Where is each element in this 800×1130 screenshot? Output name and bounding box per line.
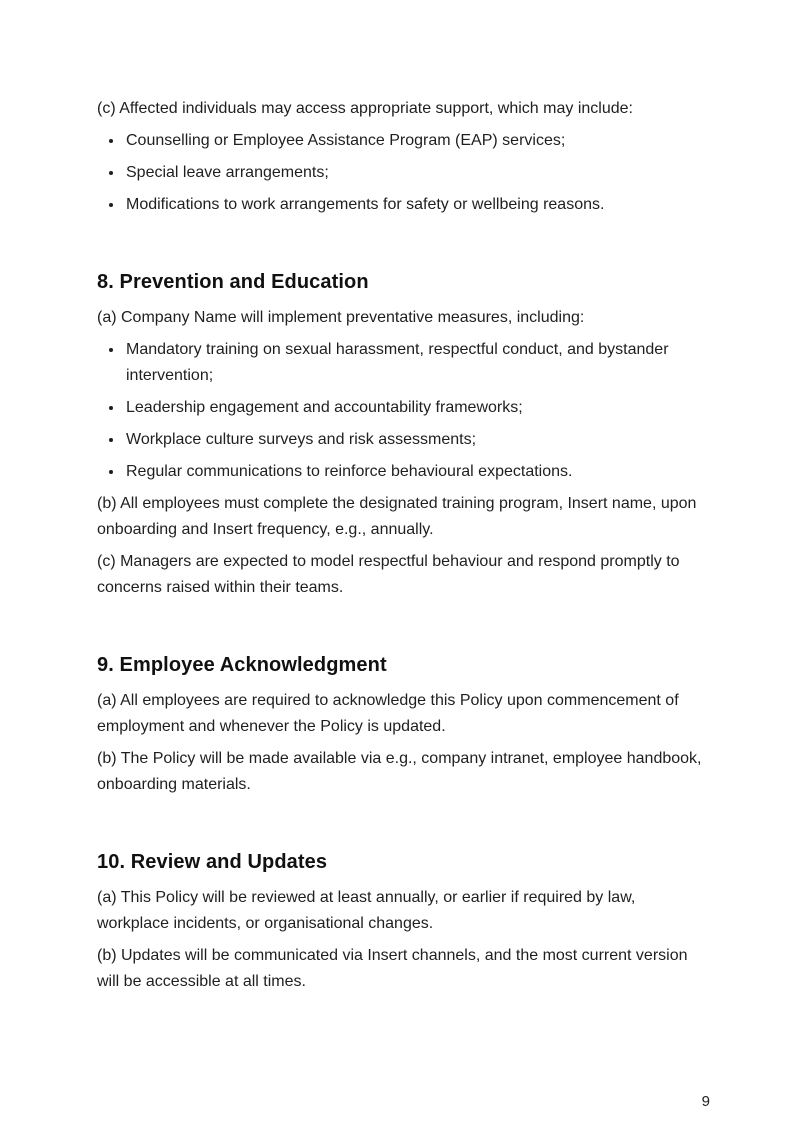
section-heading-9: 9. Employee Acknowledgment bbox=[97, 654, 387, 676]
section-employee-acknowledgment bbox=[97, 651, 708, 798]
list-item: • Workplace culture surveys and risk assessments; bbox=[124, 427, 708, 453]
list-item: • Leadership engagement and accountability frameworks; bbox=[124, 395, 708, 421]
section-heading-10: 10. Review and Updates bbox=[97, 851, 328, 873]
support-bullet-list bbox=[97, 128, 708, 218]
section-prevention-and-education bbox=[97, 268, 708, 601]
list-item: • Regular communications to reinforce behavioural expectations. bbox=[124, 459, 708, 485]
section-heading-8: 8. Prevention and Education bbox=[97, 271, 369, 293]
list-item: • Counselling or Employee Assistance Program (EAP) services; bbox=[124, 128, 708, 154]
section8-paragraph-c: (c) Managers are expected to model respectful behaviour and respond promptly to concerns raised within their teams. bbox=[97, 553, 680, 596]
list-item: • Mandatory training on sexual harassment, respectful conduct, and bystander intervention; bbox=[124, 337, 708, 389]
section-support bbox=[97, 96, 708, 218]
section-review-and-updates bbox=[97, 848, 708, 995]
section10-paragraph-b: (b) Updates will be communicated via Insert channels, and the most current version will be accessible at all times. bbox=[97, 947, 688, 990]
section8-bullet-list bbox=[97, 337, 708, 485]
section9-paragraph-b: (b) The Policy will be made available via e.g., company intranet, employee handbook, onboarding materials. bbox=[97, 750, 702, 793]
section8-paragraph-b: (b) All employees must complete the designated training program, Insert name, upon onboarding and Insert frequency, e.g., annually. bbox=[97, 495, 697, 538]
list-item: • Special leave arrangements; bbox=[124, 160, 708, 186]
page-number: 9 bbox=[701, 1093, 710, 1110]
section9-paragraph-a: (a) All employees are required to acknowledge this Policy upon commencement of employment and whenever the Policy is updated. bbox=[97, 692, 679, 735]
section8-paragraph-a: (a) Company Name will implement preventative measures, including: bbox=[97, 309, 585, 326]
section10-paragraph-a: (a) This Policy will be reviewed at least annually, or earlier if required by law, workplace incidents, or organisational changes. bbox=[97, 889, 636, 932]
list-item: • Modifications to work arrangements for safety or wellbeing reasons. bbox=[124, 192, 708, 218]
support-paragraph-c: (c) Affected individuals may access appropriate support, which may include: bbox=[97, 100, 633, 117]
